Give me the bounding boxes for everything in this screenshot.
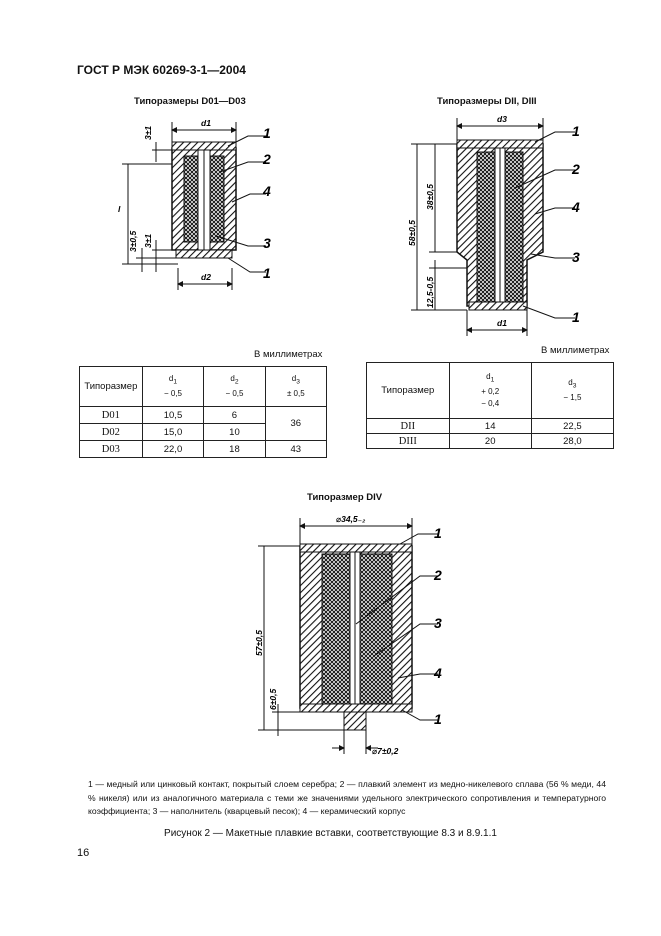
fig1-callout-4: 4 xyxy=(263,183,271,199)
fig3-h2-label: 6±0,5 xyxy=(268,688,278,710)
fig1-callout-2: 2 xyxy=(263,151,271,167)
table1-d3-merged: 36 xyxy=(265,407,326,441)
fig1-d1-label: d1 xyxy=(201,118,211,128)
fig2-d3-label: d3 xyxy=(497,114,507,124)
fig3-callout-1: 1 xyxy=(434,525,442,541)
fig3-d1-label: ⌀7±0,2 xyxy=(372,746,399,756)
fig2-h3-label: 12,5-0,5 xyxy=(425,276,435,308)
figure1-drawing xyxy=(100,112,300,302)
fig3-h1-label: 57±0,5 xyxy=(254,630,264,656)
table2-header-size: Типоразмер xyxy=(367,363,450,419)
fig1-callout-1: 1 xyxy=(263,125,271,141)
page-number: 16 xyxy=(77,847,90,859)
fig2-callout-3: 3 xyxy=(572,249,580,265)
table-row: D01 10,5 6 36 xyxy=(80,407,327,424)
table1-header-d2: $d_2$ − 0,5 xyxy=(204,367,265,407)
fig1-l-label: l xyxy=(118,204,121,214)
fig2-callout-1b: 1 xyxy=(572,309,580,325)
table2-units: В миллиметрах xyxy=(541,345,610,356)
table2 xyxy=(366,362,614,449)
fig3-callout-4: 4 xyxy=(434,665,442,681)
fig3-callout-2: 2 xyxy=(434,567,442,583)
fig1-d2-label: d2 xyxy=(201,272,211,282)
figure-caption: Рисунок 2 — Макетные плавкие вставки, соответствующие 8.3 и 8.9.1.1 xyxy=(164,828,497,839)
table1-header-d1: $d_1$ − 0,5 xyxy=(142,367,204,407)
table2-header-d3: $d_3$ − 1,5 xyxy=(531,363,613,419)
table-row: DII 14 22,5 xyxy=(367,419,614,434)
fig2-callout-1: 1 xyxy=(572,123,580,139)
fig1-t1-label: 3±1 xyxy=(143,125,153,140)
fig2-d1-label: d1 xyxy=(497,318,507,328)
fig3-d3-label: ⌀34,5₋₂ xyxy=(336,514,366,524)
fig1-callout-1b: 1 xyxy=(263,265,271,281)
table1-header-size: Типоразмер xyxy=(80,367,143,407)
table1-units: В миллиметрах xyxy=(254,349,323,360)
table1-header-d3: $d_3$ ± 0,5 xyxy=(265,367,326,407)
figure-legend: 1 — медный или цинковый контакт, покрытый слоем серебра; 2 — плавкий элемент из медно-никелевого сплава (56 % меди, 44 % никеля) или из аналогичного материала с теми же значениями удельного электрического сопротивления и температурного коэффициента; 3 — наполнитель (кварцевый песок); 4 — керамический корпус xyxy=(88,779,606,816)
figure2-title: Типоразмеры DII, DIII xyxy=(437,96,537,107)
table-row: DIII 20 28,0 xyxy=(367,434,614,449)
figure3-drawing xyxy=(250,508,460,758)
table-row: D02 15,0 10 xyxy=(80,424,327,441)
fig3-callout-1b: 1 xyxy=(434,711,442,727)
fig2-callout-4: 4 xyxy=(572,199,580,215)
table1 xyxy=(79,366,327,458)
fig2-h1-label: 58±0,5 xyxy=(407,220,417,246)
table2-header-d1: $d_1$ + 0,2 − 0,4 xyxy=(449,363,531,419)
table-row: D03 22,0 18 43 xyxy=(80,441,327,458)
fig1-t3-label: 3±0,5 xyxy=(128,230,138,252)
fig2-h2-label: 38±0,5 xyxy=(425,184,435,210)
fig3-callout-3: 3 xyxy=(434,615,442,631)
fig1-t2-label: 3±1 xyxy=(143,233,153,248)
figure3-title: Типоразмер DIV xyxy=(307,492,383,503)
fig2-callout-2: 2 xyxy=(572,161,580,177)
figure2-drawing xyxy=(405,110,595,340)
fig1-callout-3: 3 xyxy=(263,235,271,251)
figure1-title: Типоразмеры D01—D03 xyxy=(134,96,246,107)
document-header: ГОСТ Р МЭК 60269-3-1—2004 xyxy=(77,63,246,77)
